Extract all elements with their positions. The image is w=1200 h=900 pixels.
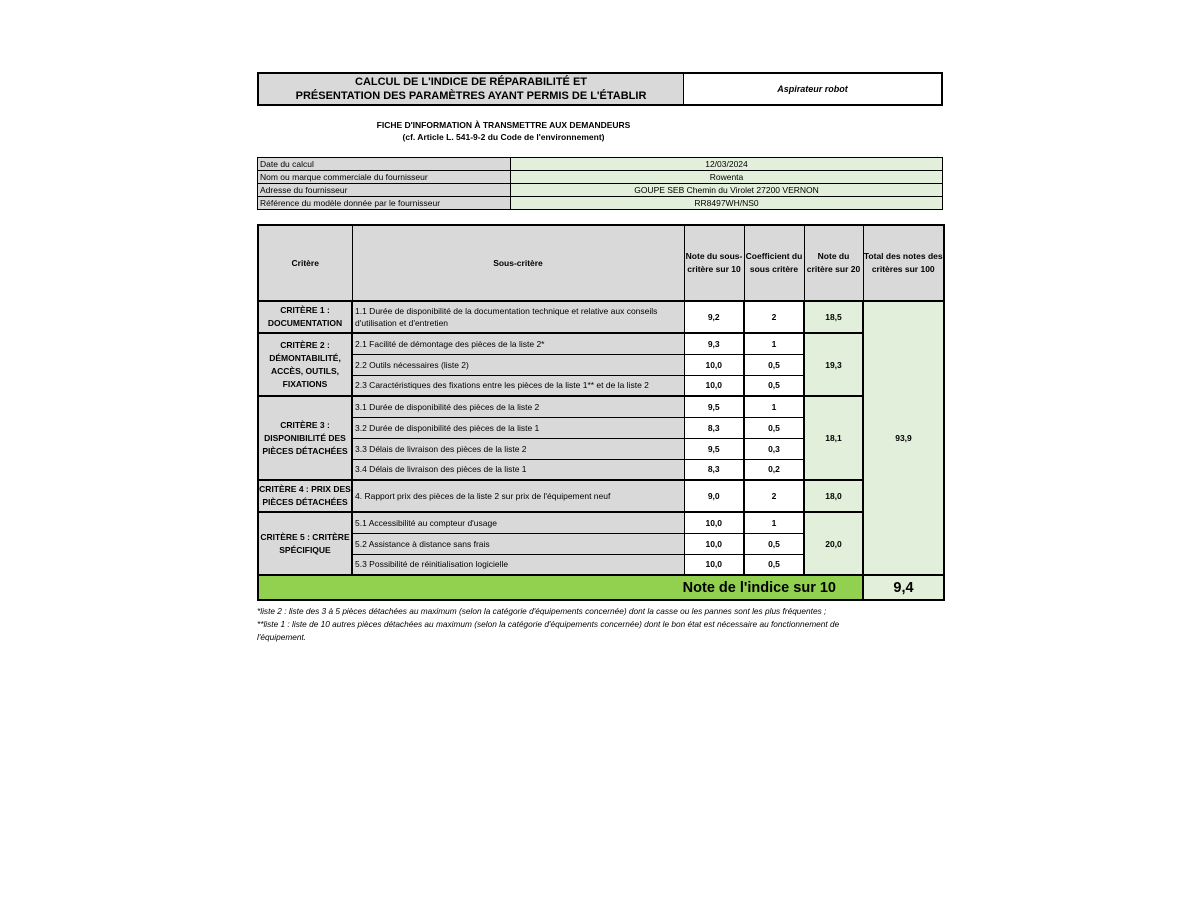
sub-criterion-coef: 0,5 [744,554,804,575]
sub-criterion-note: 10,0 [684,554,744,575]
footnote-list-1-cont: l'équipement. [257,632,307,642]
footnotes [257,605,943,644]
criterion-score: 18,1 [804,396,863,480]
sub-criterion-note: 10,0 [684,533,744,554]
sub-criterion-coef: 1 [744,512,804,533]
sub-criterion-coef: 1 [744,333,804,354]
col-header-sous-critere: Sous-critère [352,225,684,301]
col-header-note-critere: Note du critère sur 20 [804,225,863,301]
sub-criterion-note: 9,5 [684,438,744,459]
col-header-coefficient: Coefficient du sous critère [744,225,804,301]
sub-criterion-coef: 0,5 [744,375,804,396]
info-row-reference [258,197,943,210]
col-header-critere: Critère [258,225,352,301]
criterion-score: 18,5 [804,301,863,333]
subtitle [257,119,750,143]
footer-row [258,575,944,600]
table-row [258,396,944,417]
title-block [257,72,943,106]
sub-criterion-label: 5.3 Possibilité de réinitialisation logicielle [352,554,684,575]
title-line-2: PRÉSENTATION DES PARAMÈTRES AYANT PERMIS DE L'ÉTABLIR [295,90,647,102]
sub-criterion-label: 2.2 Outils nécessaires (liste 2) [352,354,684,375]
sub-criterion-note: 10,0 [684,512,744,533]
title-line-1: CALCUL DE L'INDICE DE RÉPARABILITÉ ET [355,76,587,88]
table-row [258,301,944,333]
sub-criterion-coef: 0,5 [744,354,804,375]
repairability-sheet [257,72,943,644]
info-label: Date du calcul [258,158,511,171]
sub-criterion-label: 5.2 Assistance à distance sans frais [352,533,684,554]
sub-criterion-label: 4. Rapport prix des pièces de la liste 2 sur prix de l'équipement neuf [352,480,684,512]
sub-criterion-note: 10,0 [684,375,744,396]
sub-criterion-coef: 1 [744,396,804,417]
info-value: RR8497WH/NS0 [511,197,943,210]
sub-criterion-coef: 0,3 [744,438,804,459]
sub-criterion-coef: 0,5 [744,533,804,554]
criterion-score: 19,3 [804,333,863,396]
criterion-score: 20,0 [804,512,863,575]
info-row-brand [258,171,943,184]
subtitle-line-1: FICHE D'INFORMATION À TRANSMETTRE AUX DEMANDEURS [376,120,631,130]
sub-criterion-label: 3.3 Délais de livraison des pièces de la liste 2 [352,438,684,459]
info-row-date [258,158,943,171]
criteria-table [257,224,945,601]
sub-criterion-note: 9,5 [684,396,744,417]
info-value: Rowenta [511,171,943,184]
info-value: GOUPE SEB Chemin du Virolet 27200 VERNON [511,184,943,197]
footnote-list-1: **liste 1 : liste de 10 autres pièces détachées au maximum (selon la catégorie d'équipements concernée) dont le bon état est nécessaire au fonctionnement de [257,619,840,629]
col-header-total: Total des notes des critères sur 100 [863,225,944,301]
sub-criterion-coef: 2 [744,301,804,333]
info-value: 12/03/2024 [511,158,943,171]
criterion-name: CRITÈRE 5 : CRITÈRE SPÉCIFIQUE [258,512,352,575]
info-label: Référence du modèle donnée par le fournisseur [258,197,511,210]
index-label: Note de l'indice sur 10 [258,575,863,600]
criterion-score: 18,0 [804,480,863,512]
footnote-list-2: *liste 2 : liste des 3 à 5 pièces détachées au maximum (selon la catégorie d'équipements concernée) dont la casse ou les pannes sont les plus fréquentes ; [257,606,827,616]
sub-criterion-coef: 2 [744,480,804,512]
info-row-address [258,184,943,197]
sub-criterion-note: 9,2 [684,301,744,333]
sub-criterion-label: 3.1 Durée de disponibilité des pièces de la liste 2 [352,396,684,417]
sub-criterion-coef: 0,2 [744,459,804,480]
criterion-name: CRITÈRE 3 : DISPONIBILITÉ DES PIÈCES DÉTACHÉES [258,396,352,480]
sub-criterion-coef: 0,5 [744,417,804,438]
sub-criterion-note: 9,3 [684,333,744,354]
sub-criterion-label: 3.2 Durée de disponibilité des pièces de la liste 1 [352,417,684,438]
header-row [258,225,944,301]
info-label: Nom ou marque commerciale du fournisseur [258,171,511,184]
sub-criterion-label: 3.4 Délais de livraison des pièces de la liste 1 [352,459,684,480]
sub-criterion-label: 2.3 Caractéristiques des fixations entre les pièces de la liste 1** et de la liste 2 [352,375,684,396]
sub-criterion-note: 10,0 [684,354,744,375]
total-score: 93,9 [863,301,944,575]
col-header-note-sous-critere: Note du sous-critère sur 10 [684,225,744,301]
criterion-name: CRITÈRE 1 : DOCUMENTATION [258,301,352,333]
sub-criterion-note: 8,3 [684,417,744,438]
sub-criterion-label: 5.1 Accessibilité au compteur d'usage [352,512,684,533]
criterion-name: CRITÈRE 4 : PRIX DES PIÈCES DÉTACHÉES [258,480,352,512]
table-row [258,480,944,512]
index-score: 9,4 [863,575,944,600]
supplier-info-table [257,157,943,210]
sub-criterion-note: 9,0 [684,480,744,512]
sub-criterion-label: 2.1 Facilité de démontage des pièces de la liste 2* [352,333,684,354]
product-category: Aspirateur robot [684,73,943,105]
info-label: Adresse du fournisseur [258,184,511,197]
subtitle-line-2: (cf. Article L. 541-9-2 du Code de l'environnement) [402,132,605,142]
criterion-name: CRITÈRE 2 : DÉMONTABILITÉ, ACCÈS, OUTILS, FIXATIONS [258,333,352,396]
table-row [258,333,944,354]
sub-criterion-note: 8,3 [684,459,744,480]
document-title [258,73,684,105]
sub-criterion-label: 1.1 Durée de disponibilité de la documentation technique et relative aux conseils d'utilisation et d'entretien [352,301,684,333]
table-row [258,512,944,533]
